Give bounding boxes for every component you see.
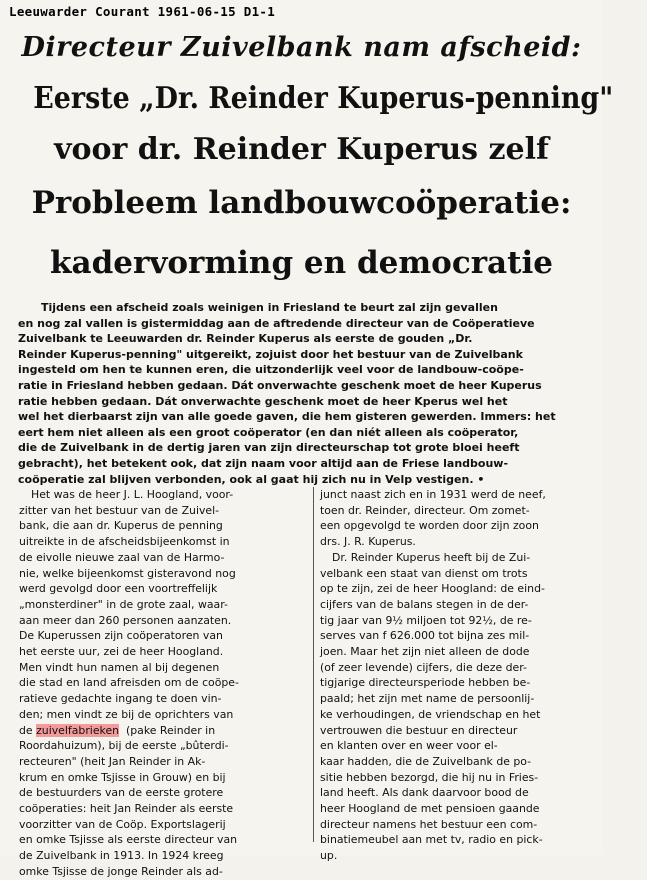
column-line: werd gevolgd door een voortreffelijk [19, 582, 218, 596]
headline-4: Probleem landbouwcoöperatie: [31, 185, 572, 221]
column-line: serves van f 626.000 tot bijna zes mil- [320, 629, 530, 643]
column-line: kaar hadden, die de Zuivelbank de po- [320, 754, 532, 768]
column-line: vertrouwen die bestuur en directeur [320, 723, 518, 737]
column-line: voorzitter van de Coöp. Exportslagerij [19, 817, 226, 831]
column-line: krum en omke Tsjisse in Grouw) en bij [19, 770, 226, 784]
column-line: cijfers van de balans stegen in de der- [320, 597, 529, 611]
column-line: up. [320, 849, 338, 863]
source-label: Leeuwarder Courant 1961-06-15 D1-1 [9, 4, 276, 19]
lead-line: ingesteld om hen te kunnen eren, die uitzonderlijk veel voor de landbouw-coöpe- [18, 363, 524, 377]
lead-line: eert hem niet alleen als een groot coöperator (en dan niét alleen als coöperator, [18, 425, 519, 439]
column-line: toen dr. Reinder, directeur. Om zomet- [320, 503, 530, 517]
column-line: ratieve gedachte ingang te doen vin- [19, 692, 222, 706]
column-line: uitreikte in de afscheidsbijeenkomst in [19, 535, 230, 549]
lead-line: ratie in Friesland hebben gedaan. Dát onverwachte geschenk moet de heer Kuperus [18, 378, 542, 392]
column-line: joen. Maar het zijn niet alleen de dode [320, 645, 530, 659]
column-line: tig jaar van 9½ miljoen tot 92½, de re- [320, 613, 532, 627]
column-line: een opgevolgd te worden door zijn zoon [320, 519, 539, 533]
column-line: (of zeer levende) cijfers, die deze der- [320, 660, 527, 674]
column-line: coöperaties: heit Jan Reinder als eerste [19, 802, 234, 816]
column-line: de eivolle nieuwe zaal van de Harmo- [19, 550, 225, 564]
column-line-highlighted [19, 723, 308, 739]
column-line-start: de [19, 723, 33, 737]
column-line: junct naast zich en in 1931 werd de neef, [320, 488, 546, 501]
lead-paragraph [18, 300, 594, 487]
lead-line: en nog zal vallen is gistermiddag aan de aftredende directeur van de Coöperatieve [18, 316, 535, 330]
headline-1: Directeur Zuivelbank nam afscheid: [21, 32, 582, 63]
column-line: ke verhoudingen, de vriendschap en het [320, 707, 541, 721]
lead-line: die de Zuivelbank in de dertig jaren van zijn directeurschap tot grote bloei heeft [18, 441, 520, 455]
column-line: en omke Tsjisse als eerste directeur van [19, 833, 238, 847]
column-line: nie, welke bijeenkomst gisteravond nog [19, 566, 236, 580]
column-line: Roordahuizum), bij de eerste „bûterdi- [19, 739, 229, 753]
headline-3: voor dr. Reinder Kuperus zelf [54, 132, 549, 167]
column-line: directeur namens het bestuur een com- [320, 817, 538, 831]
lead-line: Reinder Kuperus-penning" uitgereikt, zojuist door het bestuur van de Zuivelbank [18, 347, 523, 361]
column-line: binatiemeubel aan met tv, radio en pick- [320, 833, 543, 847]
column-line: de Zuivelbank in 1913. In 1924 kreeg [19, 849, 224, 863]
column-line: en klanten over en weer voor el- [320, 739, 498, 753]
column-line-end: (pake Reinder in [122, 723, 216, 737]
column-line: Dr. Reinder Kuperus heeft bij de Zui- [332, 550, 531, 564]
headline-2: Eerste „Dr. Reinder Kuperus-penning" [33, 81, 614, 116]
body-column-left [19, 487, 308, 880]
column-line: Men vindt hun namen al bij degenen [19, 660, 220, 674]
body-column-right [320, 487, 596, 864]
lead-line: wel het dierbaarst zijn van alle goede gaven, die hem gisteren gewerden. Immers: het [18, 410, 556, 424]
column-line: velbank een staat van dienst om trots [320, 566, 528, 580]
column-line: drs. J. R. Kuperus. [320, 535, 416, 549]
column-line: omke Tsjisse de jonge Reinder als ad- [19, 864, 223, 878]
column-line: paald; het zijn met name de persoonlij- [320, 692, 535, 706]
column-line: tigjarige directeursperiode hebben be- [320, 676, 531, 690]
lead-line: gebracht), het betekent ook, dat zijn naam voor altijd aan de Friese landbouw- [18, 456, 509, 470]
column-line: sitie hebben bezorgd, die hij nu in Fries- [320, 770, 539, 784]
column-line: recteuren" (heit Jan Reinder in Ak- [19, 754, 206, 768]
lead-line: Zuivelbank te Leeuwarden dr. Reinder Kuperus als eerste de gouden „Dr. [18, 332, 473, 346]
column-line: op te zijn, zei de heer Hoogland: de eind- [320, 582, 545, 596]
column-line: den; men vindt ze bij de oprichters van [19, 707, 234, 721]
lead-line: coöperatie zal blijven verbonden, ook al gaat hij zich nu in Velp vestigen. • [18, 472, 485, 486]
column-line: zitter van het bestuur van de Zuivel- [19, 503, 220, 517]
column-line: die stad en land afreisden om de coöpe- [19, 676, 239, 690]
column-line: De Kuperussen zijn coöperatoren van [19, 629, 223, 643]
column-line: land heeft. Als dank daarvoor bood de [320, 786, 529, 800]
highlighted-term: zuivelfabrieken [36, 723, 120, 737]
column-line: heer Hoogland de met pensioen gaande [320, 802, 540, 816]
lead-line: Tijdens een afscheid zoals weinigen in Friesland te beurt zal zijn gevallen [18, 301, 498, 314]
headline-5: kadervorming en democratie [50, 245, 553, 281]
lead-line: ratie hebben gedaan. Dát onverwachte geschenk moet de heer Kperus wel het [18, 394, 508, 408]
column-line: aan meer dan 260 personen aanzaten. [19, 613, 232, 627]
column-line: bank, die aan dr. Kuperus de penning [19, 519, 223, 533]
column-line: de bestuurders van de eerste grotere [19, 786, 224, 800]
column-line: het eerste uur, zei de heer Hoogland. [19, 645, 224, 659]
column-line: „monsterdiner" in de grote zaal, waar- [19, 597, 228, 611]
column-divider [313, 487, 314, 842]
column-line: Het was de heer J. L. Hoogland, voor- [31, 488, 234, 501]
